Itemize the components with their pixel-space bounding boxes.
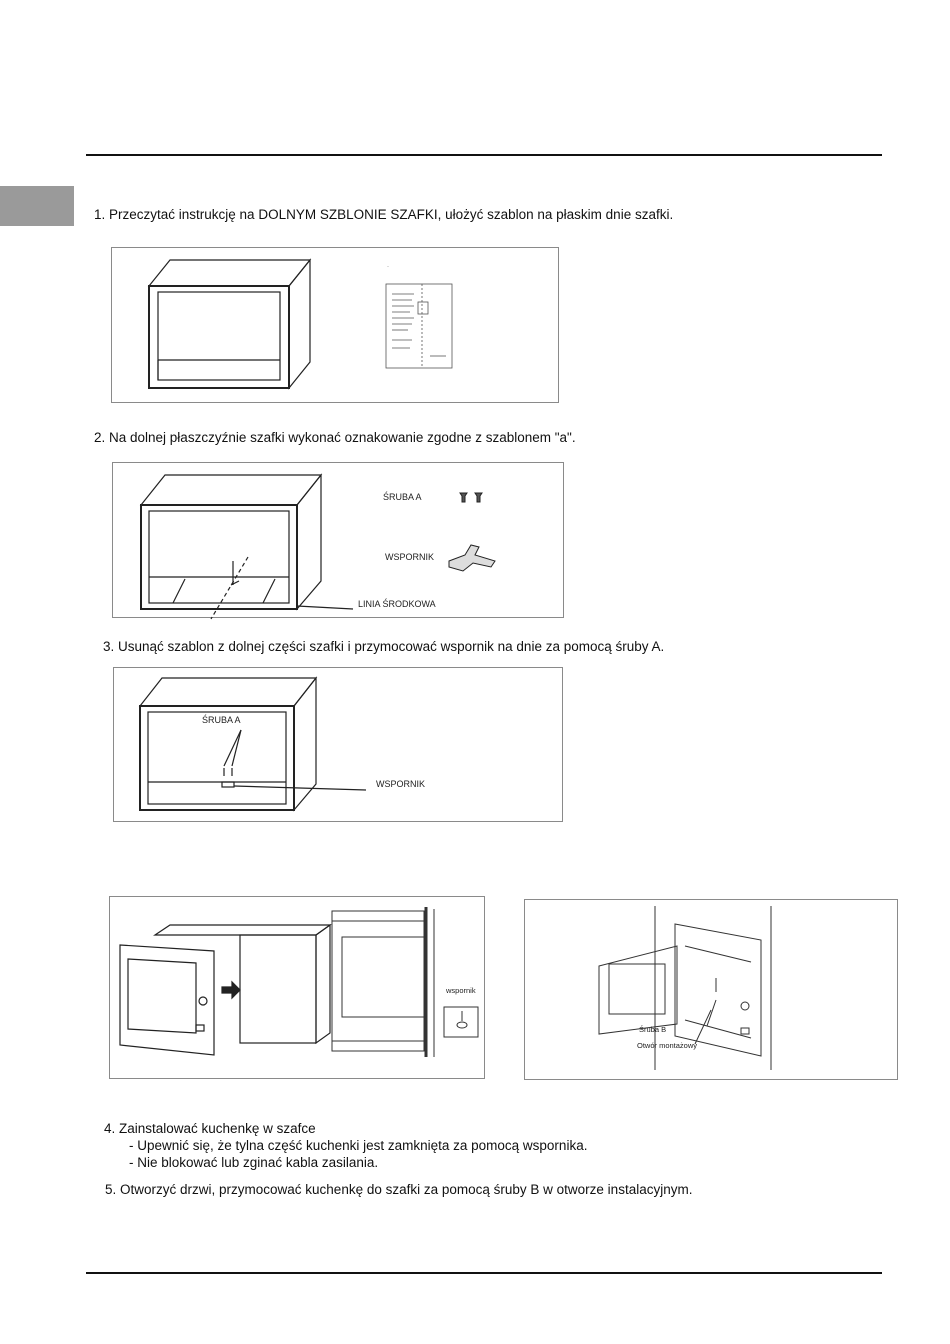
- section-tab: [0, 186, 74, 226]
- bracket-icon: [449, 545, 495, 571]
- screw-b-fixing-drawing: [525, 900, 897, 1079]
- oven-install-drawing: [110, 897, 484, 1078]
- template-sheet: [386, 266, 452, 368]
- figure-screw-b-fixing: [524, 899, 898, 1080]
- cabinet-marking-drawing: [113, 463, 563, 623]
- bottom-rule: [86, 1272, 882, 1274]
- figure-cabinet-marking: [112, 462, 564, 618]
- step-5-text: 5. Otworzyć drzwi, przymocować kuchenkę do szafki za pomocą śruby B w otworze instalacyjnym.: [105, 1182, 693, 1197]
- cabinet-template-drawing: [112, 248, 558, 402]
- mount-hole-label: Otwór montażowy: [637, 1041, 698, 1050]
- figure-cabinet-template: [111, 247, 559, 403]
- step-3-text: 3. Usunąć szablon z dolnej części szafki i przymocować wspornik na dnie za pomocą śruby A.: [103, 639, 665, 654]
- step-1-text: 1. Przeczytać instrukcję na DOLNYM SZBLONIE SZAFKI, ułożyć szablon na płaskim dnie szafki.: [94, 207, 674, 222]
- top-rule: [86, 154, 882, 156]
- bracket-fixing-drawing: [114, 668, 562, 821]
- center-line-label: LINIA ŚRODKOWA: [358, 599, 436, 609]
- step-2-text: 2. Na dolnej płaszczyźnie szafki wykonać oznakowanie zgodne z szablonem "a".: [94, 430, 576, 445]
- step-4b-text: - Nie blokować lub zginać kabla zasilania.: [129, 1155, 379, 1170]
- figure-oven-install: [109, 896, 485, 1079]
- figure-bracket-fixing: [113, 667, 563, 822]
- step-4-text: 4. Zainstalować kuchenkę w szafce: [104, 1121, 316, 1136]
- screw-b-label: Śruba B: [639, 1025, 667, 1034]
- bracket-label: WSPORNIK: [385, 552, 435, 562]
- screw-a-label: ŚRUBA A: [202, 715, 241, 725]
- bracket-label: WSPORNIK: [376, 779, 426, 789]
- screws-icon: [460, 493, 482, 502]
- screw-a-label: ŚRUBA A: [383, 492, 422, 502]
- cabinet-side-view: [332, 907, 478, 1057]
- step-4a-text: - Upewnić się, że tylna część kuchenki jest zamknięta za pomocą wspornika.: [129, 1138, 588, 1153]
- bracket-label: wspornik: [446, 986, 476, 995]
